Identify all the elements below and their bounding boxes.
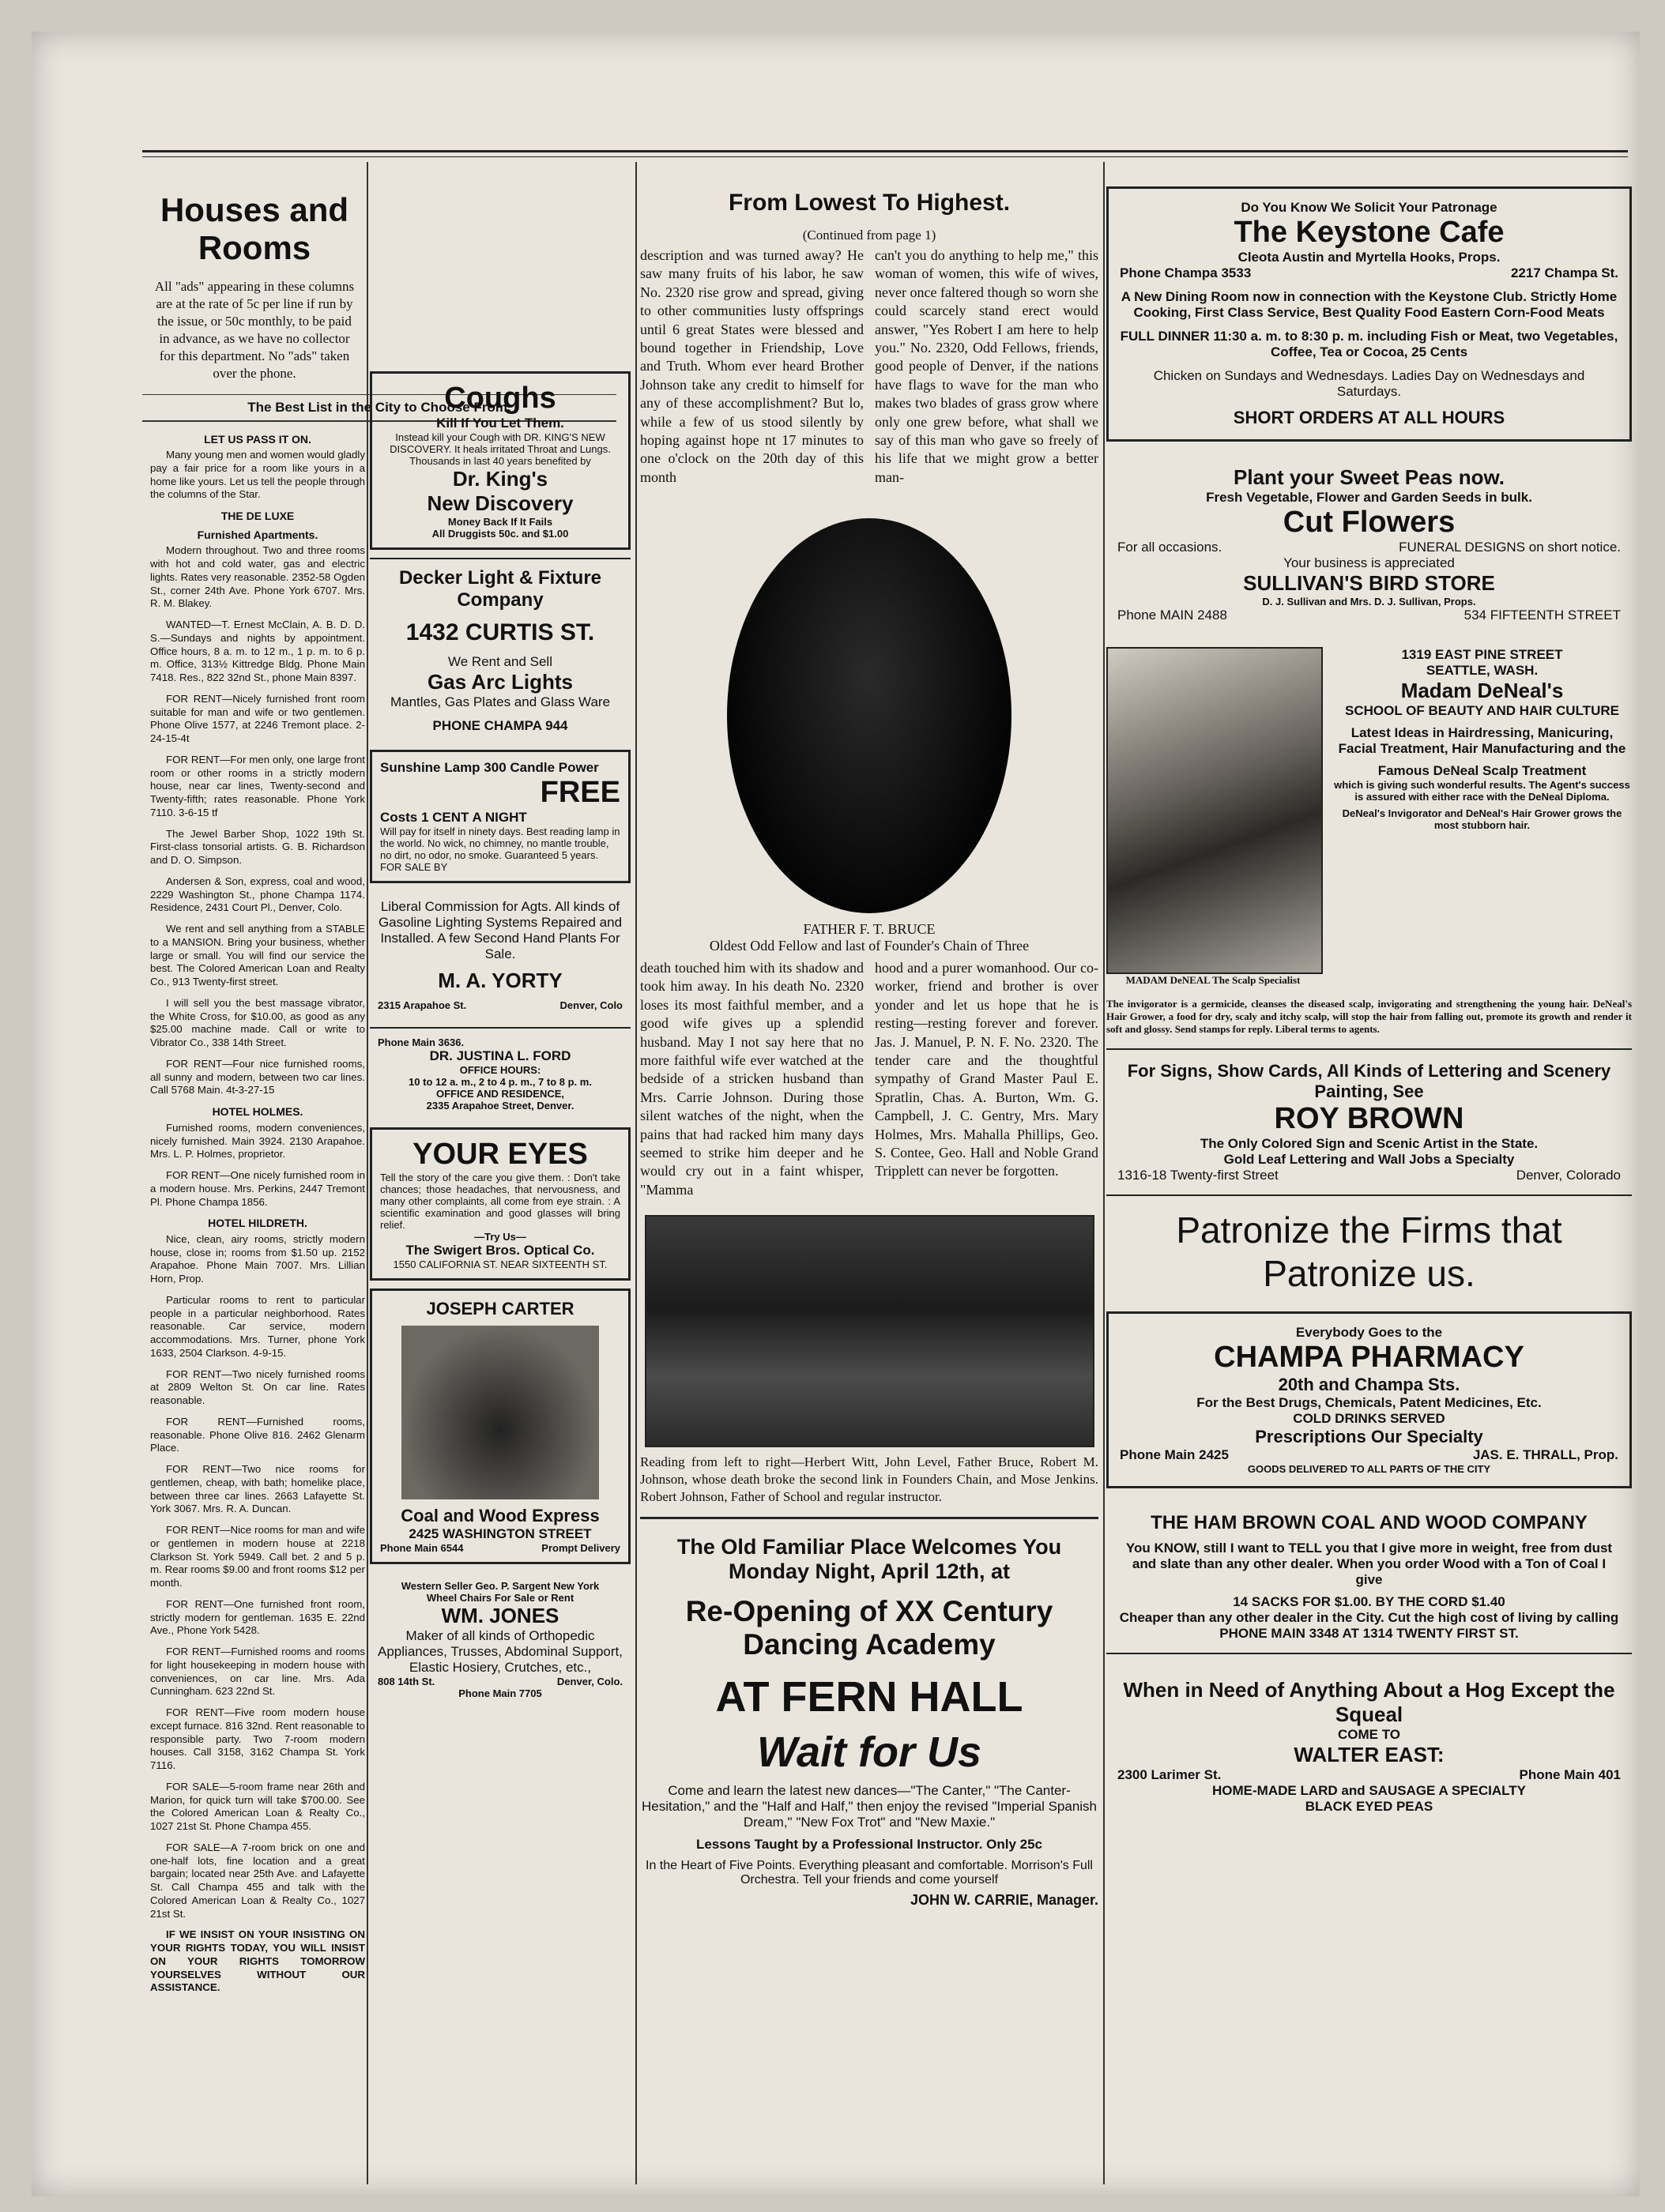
wm-jones-ad [370,1572,631,1707]
madam-deneal-ad [1106,647,1632,987]
ad-text: FULL DINNER 11:30 a. m. to 8:30 p. m. including Fish or Meat, two Vegetables, Coffee, Tea or Cocoa, 25 Cents [1120,329,1618,359]
keystone-cafe-ad [1106,186,1632,442]
classified-ad: FOR RENT—Four nice furnished rooms, all sunny and modern, between two car lines. Call 5768 Main. 4t-3-27-15 [150,1057,365,1097]
ad-text: Fresh Vegetable, Flower and Garden Seeds in bulk. [1206,490,1532,505]
your-eyes-ad [370,1127,631,1281]
ad-name: THE HAM BROWN COAL AND WOOD COMPANY [1151,1512,1588,1534]
ad-text: 10 to 12 a. m., 2 to 4 p. m., 7 to 8 p. m. [409,1076,592,1088]
ad-text: A New Dining Room now in connection with the Keystone Club. Strictly Home Cooking, First Class Service, Best Quality Food Eastern Corn-Food Meats [1121,289,1618,320]
top-rule [142,150,1628,152]
ad-phone: Phone MAIN 2488 [1117,608,1227,623]
classified-ad: FOR SALE—A 7-room brick on one and one-half lots, fine location and a great bargain; located near 25th Ave. and Lafayette St. Call Champa 455 and talk with the Colored American Loan & Realty Co., 1027 21st St. [150,1841,365,1920]
continued-note: (Continued from page 1) [802,228,936,243]
ad-text: Mantles, Gas Plates and Glass Ware [390,694,611,709]
ad-address: 1550 CALIFORNIA ST. NEAR SIXTEENTH ST. [393,1258,608,1270]
ad-phone: Phone Champa 3533 [1120,265,1252,280]
classified-ad: FOR SALE—5-room frame near 26th and Marion, for quick turn will take $700.00. See the Colored American Loan & Realty Co., 1027 21st St. Phone Champa 455. [150,1780,365,1833]
ad-headline: For Signs, Show Cards, All Kinds of Lettering and Scenery Painting, See [1127,1061,1611,1101]
classified-subheading: Furnished Apartments. [197,528,318,541]
classified-ad: Nice, clean, airy rooms, strictly modern house, close in; rooms from $1.50 up. 2152 Arapahoe. Phone Main 7007. Mrs. Lillian Horn, Prop. [150,1232,365,1285]
column-divider [1103,162,1105,2184]
ad-phone: Phone Main 2425 [1120,1447,1229,1463]
classified-ad: WANTED—T. Ernest McClain, A. B. D. D. S.—Sundays and nights by appointment. Office hours, 8 a. m. to 12 m., 1 p. m. to 6 p. m. Office, 313½ Kittredge Bldg. Phone Main 7418. Res., 822 32nd St., phone Main 8397. [150,619,365,684]
top-rule-thin [142,156,1628,157]
best-list-banner: The Best List in the City to Choose From. [142,394,616,422]
ad-text: Money Back If It Fails [447,516,553,528]
ad-address: 2425 WASHINGTON STREET [409,1526,592,1541]
article-columns [640,246,1098,487]
ad-product: Gas Arc Lights [428,670,573,694]
ad-slogan: Wait for Us [756,1729,982,1777]
ad-text: You KNOW, still I want to TELL you that I give more in weight, free from dust and slate than any other dealer. When you order Wood with a Ton of Coal I give [1125,1540,1613,1588]
ad-address: 1432 CURTIS ST. [405,619,595,645]
ad-text: Do You Know We Solicit Your Patronage [1241,200,1497,215]
walter-east-ad [1106,1667,1632,1826]
column-divider [635,162,637,2184]
ad-address: 808 14th St. [378,1676,435,1687]
ad-text: HOME-MADE LARD and SAUSAGE A SPECIALTY [1212,1783,1526,1799]
classified-ads [150,433,365,1996]
group-photo-caption: Reading from left to right—Herbert Witt, John Level, Father Bruce, Robert M. Johnson, whose death broke the second link in Founders Chain, and Mose Jenkins. Robert Johnson, Father of School and regular instructor. [640,1454,1098,1505]
ad-address: 2335 Arapahoe Street, Denver. [426,1100,574,1112]
article-text-right-2: hood and a purer womanhood. Our co-worker, friend and brother is over yonder and let us hope that he is resting—resting forever and forever. Jas. J. Manuel, P. N. F. No. 2320. The tender care and the thoughtful sympathy of Grand Master Paul E. Spratlin, Chas. A. Burton, Wm. G. Campbell, J. C. Gentry, Mrs. Mary Holmes, Mrs. Mahalla Phillips, Geo. S. Contee, Geo. Hall and Noble Grand Tripplett can never be forgotten. [875,960,1098,1179]
dance-academy-ad [640,1517,1098,1909]
ad-text: DeNeal's Invigorator and DeNeal's Hair Grower grows the most stubborn hair. [1342,807,1622,831]
classified-ad: FOR RENT—For men only, one large front room or other rooms in a strictly modern house, near car lines, Twenty-second and Twenty-fifth; rates reasonable. Phone York 7110. 3-6-15 tf [150,753,365,818]
ad-phone: Phone Main 3636. [378,1036,465,1048]
coughs-ad [370,371,631,550]
ad-address: 20th and Champa Sts. [1278,1375,1460,1395]
section-title: Houses and Rooms [160,191,349,266]
ad-text: For all occasions. [1117,540,1222,555]
ad-text: Cheaper than any other dealer in the City. Cut the high cost of living by calling [1119,1610,1619,1626]
yorty-ad [370,891,631,1019]
ad-name: ROY BROWN [1274,1102,1464,1135]
classified-ad: FOR RENT—Nice rooms for man and wife or gentlemen in modern house at 2218 Clarkson St. York 5949. Call bet. 2 and 5 p. m. Rear rooms $9.00 and front rooms $12 per month. [150,1524,365,1589]
ads-column [370,371,631,1715]
ad-text: Chicken on Sundays and Wednesdays. Ladies Day on Wednesdays and Saturdays. [1153,368,1585,399]
ad-product: New Discovery [427,491,574,515]
newspaper-page [32,32,1640,2196]
classified-ad: FOR RENT—Two nice rooms for gentlemen, cheap, with bath; homelike place, between three car lines. 2663 Lafayette St. York 3067. Mrs. R. A. Duncan. [150,1463,365,1515]
ad-text: Famous DeNeal Scalp Treatment [1377,763,1587,778]
ad-address: 2315 Arapahoe St. [378,999,467,1011]
ad-product: Cut Flowers [1283,506,1456,539]
champa-pharmacy-ad [1106,1311,1632,1488]
ad-phone: Phone Main 6544 [380,1542,464,1554]
classified-ad: Modern throughout. Two and three rooms with hot and cold water, gas and electric lights. Rates very reasonable. 2352-58 Ogden St., corner 24th Ave. Phone York 6707. Mrs. R. M. Blakey. [150,544,365,610]
ad-text: OFFICE AND RESIDENCE, [435,1088,565,1100]
ad-text: COME TO [1337,1727,1401,1743]
ad-text: Wheel Chairs For Sale or Rent [426,1592,574,1604]
ad-text: In the Heart of Five Points. Everything pleasant and comfortable. Morrison's Full Orchestra. Tell your friends and come yourself [646,1859,1093,1887]
ad-headline: Coal and Wood Express [401,1506,600,1525]
classified-ad: FOR RENT—Nicely furnished front room suitable for man and wife or two gentlemen. Phone Olive 1577, at 2246 Tremont place. 2-24-15-4t [150,692,365,745]
ad-text: MADAM DeNEAL The Scalp Specialist [1125,974,1301,986]
ad-product: Dr. King's [452,467,548,491]
ad-headline: Re-Opening of XX Century Dancing Academy [685,1595,1053,1661]
ad-subhead: Kill If You Let Them. [436,416,564,431]
classified-heading: HOTEL HOLMES. [212,1105,303,1119]
roy-brown-ad [1106,1048,1632,1196]
classified-ad: The Jewel Barber Shop, 1022 19th St. First-class tonsorial artists. G. B. Richardson and D. O. Simpson. [150,827,365,867]
decker-ad [370,558,631,742]
classified-ad: FOR RENT—Furnished rooms and rooms for light housekeeping in modern house with conveniences, on car line. Mrs. Ada Cunningham. 623 22nd St. [150,1646,365,1698]
carter-photo [401,1326,599,1499]
ad-name: WALTER EAST: [1294,1743,1445,1767]
portrait-subcaption: Oldest Odd Fellow and last of Founder's Chain of Three [709,938,1030,954]
classified-heading: THE DE LUXE [220,510,295,523]
ad-headline: YOUR EYES [412,1138,588,1171]
ad-headline: Coughs [444,382,556,415]
ad-text: The Only Colored Sign and Scenic Artist in the State. [1200,1136,1539,1151]
classified-ad: FOR RENT—One furnished front room, strictly modern for gentleman. 1635 E. 22nd Ave., Phone York 5428. [150,1597,365,1637]
classified-ad: Furnished rooms, modern conveniences, nicely furnished. Main 3924. 2130 Arapahoe. Mrs. L. P. Holmes, proprietor. [150,1121,365,1161]
ad-text: Tell the story of the care you give them. : Don't take chances; those headaches, that nervousness, and many other complaints, all come from eye strain. : A scientific examination and good glasses will bring relief. [380,1172,620,1231]
ad-venue: AT FERN HALL [715,1673,1023,1721]
ad-text: Prompt Delivery [541,1542,620,1554]
ads-column-right [1106,166,1632,2188]
classified-ad: Many young men and women would gladly pay a fair price for a room like yours in a home like yours. Let us tell the people through the columns of the Star. [150,449,366,501]
classified-ad: FOR RENT—One nicely furnished room in a modern house. Mrs. Perkins, 2447 Tremont Pl. Phone Champa 1856. [150,1169,365,1208]
ad-phone: Phone Main 7705 [458,1687,542,1699]
ad-headline: Decker Light & Fixture Company [398,567,602,611]
ad-name: M. A. YORTY [438,969,563,992]
ford-ad [370,1027,631,1119]
ad-text: Will pay for itself in ninety days. Best reading lamp in the world. No wick, no chimney, no mantle trouble, no dirt, no odor, no smoke. Guaranteed 5 years. FOR SALE BY [380,826,620,873]
ad-address: 1316-18 Twenty-first Street [1117,1168,1279,1183]
ad-text: GOODS DELIVERED TO ALL PARTS OF THE CITY [1247,1463,1491,1476]
ad-text: For the Best Drugs, Chemicals, Patent Medicines, Etc. [1196,1395,1542,1411]
ad-text: Lessons Taught by a Professional Instructor. Only 25c [695,1837,1043,1853]
classified-ad: IF WE INSIST ON YOUR INSISTING ON YOUR RIGHTS TODAY, YOU WILL INSIST ON YOUR RIGHTS TOMORROW YOURSELVES WITHOUT OUR ASSISTANCE. [150,1928,365,1994]
ad-city: SEATTLE, WASH. [1426,663,1539,678]
article-title: From Lowest To Highest. [728,190,1011,216]
ad-name: Madam DeNeal's [1400,679,1564,702]
ad-headline: Plant your Sweet Peas now. [1234,465,1505,489]
ad-headline: The Old Familiar Place Welcomes You Monday Night, April 12th, at [676,1535,1062,1584]
ad-manager: JOHN W. CARRIE, Manager. [910,1892,1098,1909]
classified-heading: HOTEL HILDRETH. [208,1217,307,1230]
ad-text: Gold Leaf Lettering and Wall Jobs a Specialty [1223,1152,1515,1167]
classified-ad: We rent and sell anything from a STABLE to a MANSION. Bring your business, whether large or small. You will find our service the best. The Colored American Loan and Realty Co., 913 Twenty-first street. [150,923,365,988]
article-text-left: description and was turned away? He saw many fruits of his labor, he saw No. 2320 rise grow and spread, giving to other communities lusty offsprings until 6 great States were blessed and bound together in Friendship, Love and Truth. Whom ever heard Brother Johnson take any credit to himself for any of these accomplishment? But lo, while a few of us stood silently by hoping against hope nt 17 minutes to one o'clock on the 20th day of this month [640,247,864,485]
ad-text: Your business is appreciated [1283,555,1455,570]
article-text-right: can't you do anything to help me," this woman of women, this wife of wives, never once faltered though so worn she could scarcely stand erect would answer, "Yes Robert I am here to help you." No. 2320, Odd Fellows, friends, good people of Denver, if the nations have flags to wave for the man who makes two blades of grass grow where only one grew before, what shall we say of this man who gave so freely of his life that we might grow a better man- [875,247,1098,485]
ad-text: SCHOOL OF BEAUTY AND HAIR CULTURE [1345,703,1619,718]
ad-name: CHAMPA PHARMACY [1214,1341,1524,1375]
ham-brown-ad [1106,1501,1632,1654]
classified-ad: Particular rooms to rent to particular people in a particular neighborhood. Rates reasonable. Car service, modern accommodations. Mrs. Turner, phone York 1633, 2504 Clarkson. 4-9-15. [150,1293,365,1359]
ad-address: 1319 EAST PINE STREET [1401,647,1563,662]
sunshine-lamp-ad [370,750,631,883]
ad-text: 14 SACKS FOR $1.00. BY THE CORD $1.40 [1233,1594,1505,1610]
rate-notice: All "ads" appearing in these columns are at the rate of 5c per line if run by the issue, or 50c monthly, to be paid in advance, as we have no collector for this department. No "ads" taken over the phone. [154,279,355,382]
ad-headline: Sunshine Lamp 300 Candle Power [380,760,599,775]
ad-name: JOSEPH CARTER [426,1299,574,1319]
article-section [640,166,1098,2188]
ad-text: SHORT ORDERS AT ALL HOURS [1233,408,1505,427]
ad-address: 2300 Larimer St. [1117,1767,1222,1783]
ad-city: Denver, Colorado [1516,1168,1621,1183]
classified-ad: Andersen & Son, express, coal and wood, 2229 Washington St., phone Champa 1174. Residence, 2431 Court Pl., Denver, Colo. [150,875,365,914]
deneal-portrait [1106,647,1323,974]
ad-text: OFFICE HOURS: [459,1064,541,1076]
ad-name: The Keystone Cafe [1234,216,1505,249]
portrait-caption: FATHER F. T. BRUCE [803,921,936,938]
ad-text: Costs 1 CENT A NIGHT [380,810,527,825]
group-photo [645,1215,1094,1447]
ad-address: 2217 Champa St. [1510,265,1618,280]
ad-text: BLACK EYED PEAS [1305,1799,1433,1815]
deneal-details: The invigorator is a germicide, cleanses the diseased scalp, invigorating and strengthening the young hair. DeNeal's Hair Grower, a food for dry, scaly and itchy scalp, will stop the hair from falling out, promote its growth and render it soft and glossy. Send stamps for reply. Liberal terms to agents. [1106,998,1632,1035]
ad-text: —Try Us— [474,1231,526,1243]
classified-ad: FOR RENT—Two nicely furnished rooms at 2809 Welton St. On car line. Rates reasonable. [150,1367,365,1407]
article-columns-2 [640,959,1098,1199]
ad-text: Latest Ideas in Hairdressing, Manicuring, Facial Treatment, Hair Manufacturing and the [1338,725,1626,756]
column-divider [367,162,368,2184]
ad-address: 534 FIFTEENTH STREET [1463,608,1621,623]
ad-city: Denver, Colo [559,999,623,1011]
ad-city: Denver, Colo. [556,1676,623,1687]
joseph-carter-ad [370,1288,631,1564]
ad-text: Prescriptions Our Specialty [1255,1427,1483,1447]
ad-phone: Phone Main 401 [1519,1767,1621,1783]
patronize-slogan: Patronize the Firms that Patronize us. [1176,1209,1562,1295]
ad-text: All Druggists 50c. and $1.00 [431,528,569,540]
sullivan-bird-store-ad [1106,454,1632,634]
ad-name: DR. JUSTINA L. FORD [429,1048,571,1063]
portrait-father-bruce [727,518,1011,913]
ad-name: SULLIVAN'S BIRD STORE [1243,571,1495,595]
ad-headline: When in Need of Anything About a Hog Except the Squeal [1123,1678,1615,1727]
ad-phone: PHONE MAIN 3348 AT 1314 TWENTY FIRST ST. [1219,1626,1519,1642]
classified-heading: LET US PASS IT ON. [204,432,311,446]
classified-ad: FOR RENT—Furnished rooms, reasonable. Phone Olive 816. 2462 Glenarm Place. [150,1415,365,1454]
ad-text: Liberal Commission for Agts. All kinds of Gasoline Lighting Systems Repaired and Installed. A few Second Hand Plants For Sale. [378,899,623,961]
ad-text: Everybody Goes to the [1295,1325,1443,1341]
ad-text: Instead kill your Cough with DR. KING'S NEW DISCOVERY. It heals irritated Throat and Lungs. Thousands in last 40 years benefited by [390,431,611,467]
ad-text: We Rent and Sell [448,654,552,669]
ad-text: Come and learn the latest new dances—"The Canter," "The Canter-Hesitation," and the "Half and Half," then enjoy the revised "Imperial Spanish Dream," "New Fox Trot" and "New Maxie." [641,1783,1098,1830]
ad-phone: PHONE CHAMPA 944 [432,718,568,733]
ad-text: which is giving such wonderful results. The Agent's success is assured with either race with the DeNeal Diploma. [1334,779,1630,803]
ad-text: D. J. Sullivan and Mrs. D. J. Sullivan, Props. [1262,596,1476,608]
classified-ad: FOR RENT—Five room modern house except furnace. 816 32nd. Rent reasonable to responsible party. Two 7-room modern houses. Call 3158, 3162 Champa St. York 7116. [150,1706,365,1772]
ad-name: WM. JONES [441,1604,559,1627]
ad-text: Western Seller Geo. P. Sargent New York [401,1580,600,1592]
ad-free: FREE [540,776,620,809]
ad-name: JAS. E. THRALL, Prop. [1472,1447,1618,1463]
ad-text: COLD DRINKS SERVED [1293,1411,1445,1427]
ad-text: Cleota Austin and Myrtella Hooks, Props. [1237,250,1501,265]
ad-text: FUNERAL DESIGNS on short notice. [1399,540,1621,555]
classified-ad: I will sell you the best massage vibrator, the White Cross, for $10.00, as good as any $25.00 machine made. Call or write to Vibrator Co., 338 14th Street. [150,996,365,1049]
ad-name: The Swigert Bros. Optical Co. [405,1243,595,1258]
ad-text: Maker of all kinds of Orthopedic Appliances, Trusses, Abdominal Support, Elastic Hosiery, Crutches, etc., [378,1628,623,1675]
article-text-left-2: death touched him with its shadow and took him away. In his death No. 2320 loses its most faithful member, and a good wife gives up a splendid husband. May I not say here that no more faithful wife ever watched at the bedside of a stricken husband than Mrs. Carrie Johnson. During those silent watches of the night, when the pains that had racked him many days seemed to strike him deeper and he would cry out in a faint whisper, "Mamma [640,960,864,1198]
